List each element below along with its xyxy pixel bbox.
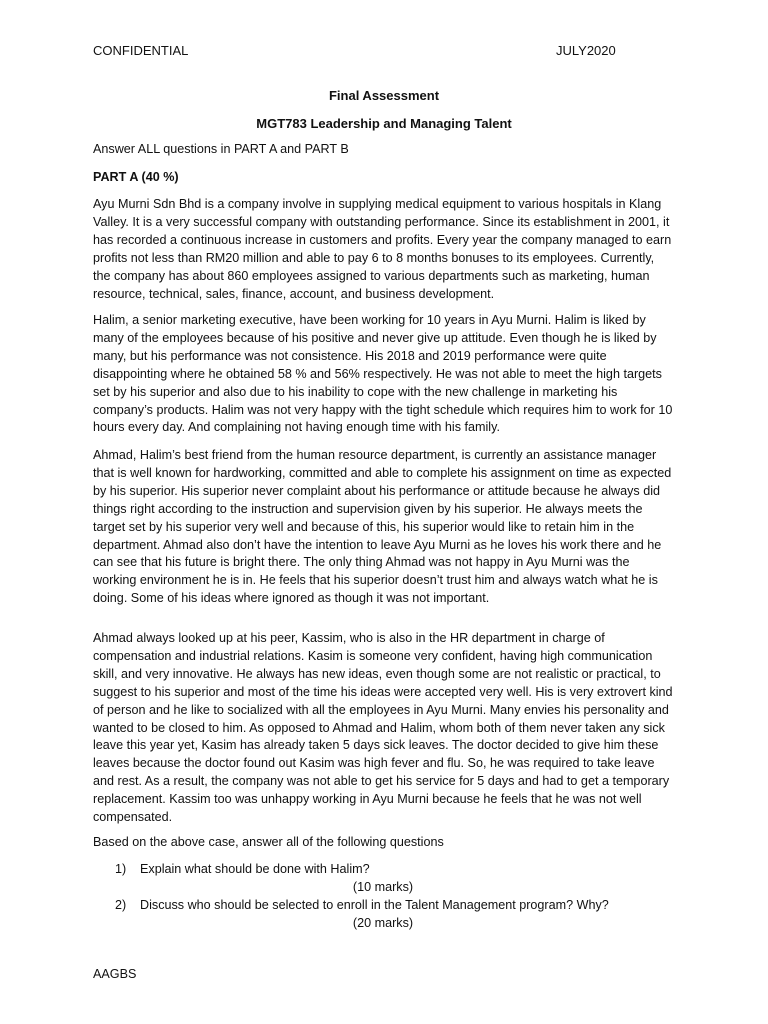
- question-1-marks: (10 marks): [352, 880, 414, 894]
- question-1-text: Explain what should be done with Halim?: [140, 862, 370, 876]
- question-1: [93, 861, 673, 879]
- case-paragraph-3: Ahmad, Halim’s best friend from the human resource department, is currently an assistance manager that is well known for hardworking, committed and able to complete his assignment on time as expected by his superior. His superior never complaint about his performance or attitude because he always did things right according to the instruction and supervision given by his superior. He always meets the target set by his superior very well and because of this, his superior would like to retain him in the department. Ahmad also don’t have the intention to leave Ayu Murni as he loves his work there and he can see that his future is bright there. The only thing Ahmad was not happy in Ayu Murni was the working environment he is in. He feels that his superior doesn’t trust him and always watch what he is doing. Some of his ideas where ignored as though it was not important.: [93, 448, 672, 606]
- case-paragraph-2: Halim, a senior marketing executive, have been working for 10 years in Ayu Murni. Halim is liked by many of the employees because of his positive and never give up attitude. Even though he is liked by many, but his performance was not consistence. His 2018 and 2019 performance were quite disappointing where he obtained 58 % and 56% respectively. He was not able to meet the high targets set by his superior and also due to his inability to cope with the new challenge in marketing his company’s products. Halim was not very happy with the tight schedule which requires him to work for 10 hours every day. And complaining not having enough time with his family.: [93, 313, 673, 435]
- header-confidential: CONFIDENTIAL: [93, 43, 189, 58]
- instruction: Answer ALL questions in PART A and PART B: [93, 142, 349, 156]
- question-2-number: 2): [115, 898, 127, 912]
- question-2-text: Discuss who should be selected to enroll in the Talent Management program? Why?: [140, 898, 609, 912]
- course-title: MGT783 Leadership and Managing Talent: [256, 116, 512, 131]
- document-title: Final Assessment: [328, 88, 440, 103]
- question-2-marks: (20 marks): [352, 916, 414, 930]
- case-paragraph-4: Ahmad always looked up at his peer, Kassim, who is also in the HR department in charge of compensation and industrial relations. Kasim is someone very confident, having high communication skill, and very innovative. He always has new ideas, even though some are not realistic or practical, to suggest to his superior and most of the time his ideas were accepted very well. His is very extrovert kind of person and he like to socialized with all the employees in Ayu Murni. Many envies his personality and wanted to be closed to him. As opposed to Ahmad and Halim, whom both of them never taken any sick leave this year yet, Kasim has already taken 5 days sick leaves. The doctor decided to give him these leaves because the doctor found out Kasim was high fever and flu. So, he was required to take leave and rest. As a result, the company was not able to get his service for 5 days and had to get a temporary replacement. Kassim too was unhappy working in Ayu Murni because he feels that he was not well compensated.: [93, 631, 673, 825]
- header-date: JULY2020: [556, 43, 616, 58]
- footer-label: AAGBS: [93, 967, 137, 981]
- case-paragraph-1: Ayu Murni Sdn Bhd is a company involve in supplying medical equipment to various hospitals in Klang Valley. It is a very successful company with outstanding performance. Since its establishment in 2001, it has recorded a continuous increase in customers and profits. Every year the company managed to earn profits not less than RM20 million and able to pay 6 to 8 months bonuses to its employees. Currently, the company has about 860 employees assigned to various departments such as marketing, human resource, technical, sales, finance, account, and business development.: [93, 197, 672, 301]
- question-1-number: 1): [115, 862, 127, 876]
- question-2: [93, 897, 673, 915]
- questions-intro: Based on the above case, answer all of the following questions: [93, 835, 444, 849]
- part-a-heading: PART A (40 %): [93, 170, 179, 184]
